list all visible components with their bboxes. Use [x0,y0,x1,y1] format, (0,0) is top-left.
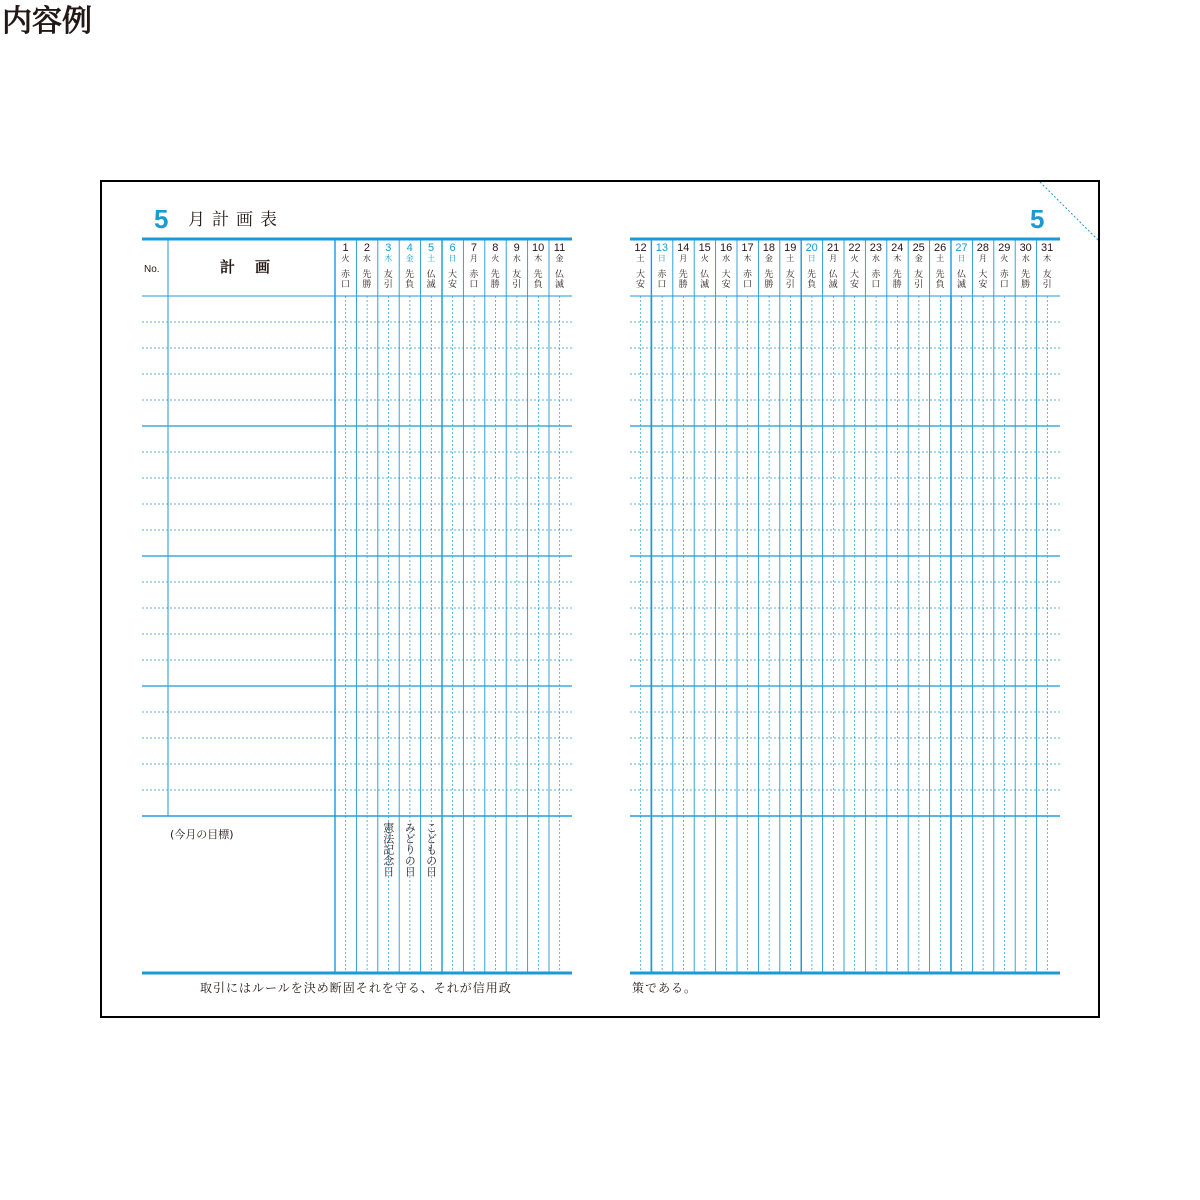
day-number: 15 [698,242,711,254]
day-number: 17 [741,242,754,254]
day-number: 16 [719,242,733,254]
weekday: 日 [657,254,666,263]
day-number: 21 [826,242,840,254]
rokuyo: 赤口 [657,270,667,290]
weekday: 木 [893,254,902,263]
day-header [549,242,571,290]
day-header [442,242,464,290]
page-heading: 内容例 [2,4,92,39]
weekday: 土 [427,254,436,263]
day-number: 26 [933,242,947,254]
day-number: 13 [655,242,669,254]
rokuyo: 先勝 [490,270,500,290]
weekday: 木 [384,254,393,263]
day-header [1015,242,1037,290]
day-number: 20 [805,242,818,254]
page-title: 月計画表 [188,210,284,230]
rokuyo: 大安 [849,270,859,290]
weekday: 土 [786,254,795,263]
day-header [886,242,908,290]
weekday: 日 [957,254,966,263]
rokuyo: 先負 [935,270,945,290]
rokuyo: 友引 [914,270,924,290]
rokuyo: 仏滅 [956,270,966,290]
rokuyo: 先勝 [362,270,372,290]
weekday: 水 [1021,254,1030,263]
day-number: 29 [998,242,1011,254]
weekday: 木 [534,254,543,263]
weekday: 火 [1000,254,1009,263]
day-number: 7 [470,242,477,254]
day-number: 22 [848,242,861,254]
holiday-name: こどもの日 [424,822,438,877]
day-header [335,242,357,290]
day-number: 12 [634,242,647,254]
no-column-label: No. [144,264,160,275]
rokuyo: 大安 [721,270,731,290]
rokuyo: 赤口 [871,270,881,290]
rokuyo: 友引 [512,270,522,290]
rokuyo: 先負 [405,270,415,290]
weekday: 月 [469,254,478,263]
weekday: 金 [555,254,564,263]
weekday: 金 [764,254,773,263]
weekday: 金 [405,254,414,263]
rokuyo: 大安 [447,270,457,290]
month-number-right: 5 [1030,204,1045,234]
day-number: 5 [428,242,435,254]
rokuyo: 仏滅 [828,270,838,290]
rokuyo: 大安 [978,270,988,290]
day-number: 14 [677,242,690,254]
day-header [630,242,652,290]
rokuyo: 友引 [785,270,795,290]
day-header [822,242,844,290]
rokuyo: 赤口 [340,270,350,290]
weekday: 月 [829,254,838,263]
day-number: 27 [955,242,968,254]
weekday: 日 [807,254,816,263]
rokuyo: 友引 [383,270,393,290]
footer-quote-left: 取引にはルールを決め断固それを守る、それが信用政 [200,981,512,995]
rokuyo: 先負 [807,270,817,290]
weekday: 水 [871,254,880,263]
day-number: 1 [342,242,349,254]
day-header [484,242,506,290]
weekday: 月 [679,254,688,263]
weekday: 火 [341,254,350,263]
day-number: 23 [869,242,883,254]
monthly-goal-label: (今月の目標) [170,828,234,841]
day-header [694,242,716,290]
day-header [779,242,801,290]
day-header [993,242,1015,290]
day-header [844,242,866,290]
planner-grid [102,182,1098,1016]
day-header [972,242,994,290]
day-header [506,242,528,290]
holiday-name: 憲法記念日 [381,822,395,877]
rokuyo: 先負 [533,270,543,290]
day-header [463,242,485,290]
day-number: 4 [406,242,413,254]
weekday: 火 [491,254,500,263]
day-number: 10 [531,242,545,254]
plan-column-label: 計画 [220,258,291,276]
weekday: 日 [448,254,457,263]
rokuyo: 仏滅 [554,270,564,290]
weekday: 水 [722,254,731,263]
day-number: 8 [492,242,499,254]
day-header [399,242,421,290]
rokuyo: 友引 [1042,270,1052,290]
day-number: 9 [513,242,520,254]
day-header [672,242,694,290]
day-header [758,242,780,290]
day-header [929,242,951,290]
weekday: 金 [914,254,923,263]
rokuyo: 先勝 [764,270,774,290]
weekday: 水 [512,254,521,263]
rokuyo: 先勝 [678,270,688,290]
day-header [377,242,399,290]
day-header [651,242,673,290]
rokuyo: 赤口 [999,270,1009,290]
day-number: 30 [1019,242,1032,254]
rokuyo: 赤口 [469,270,479,290]
day-header [737,242,759,290]
day-header [356,242,378,290]
rokuyo: 赤口 [742,270,752,290]
weekday: 木 [743,254,752,263]
footer-quote-right: 策である。 [632,981,698,995]
day-header [951,242,973,290]
day-number: 2 [363,242,370,254]
rokuyo: 先勝 [892,270,902,290]
rokuyo: 仏滅 [426,270,436,290]
day-number: 31 [1040,242,1054,254]
day-number: 24 [891,242,904,254]
month-number: 5 [154,204,169,234]
day-header [801,242,823,290]
weekday: 火 [700,254,709,263]
weekday: 月 [978,254,987,263]
day-number: 25 [912,242,925,254]
weekday: 水 [362,254,371,263]
day-header [1036,242,1058,290]
day-header [715,242,737,290]
day-number: 19 [784,242,797,254]
day-number: 28 [976,242,990,254]
weekday: 土 [936,254,945,263]
rokuyo: 大安 [635,270,645,290]
rokuyo: 先勝 [1021,270,1031,290]
day-number: 3 [385,242,392,254]
day-number: 11 [553,242,566,254]
rokuyo: 仏滅 [700,270,710,290]
weekday: 火 [850,254,859,263]
planner-spread [100,180,1100,1018]
day-header [865,242,887,290]
weekday: 木 [1043,254,1052,263]
day-header [527,242,549,290]
holiday-name: みどりの日 [403,822,417,877]
day-number: 6 [449,242,456,254]
day-header [420,242,442,290]
day-number: 18 [762,242,776,254]
day-header [908,242,930,290]
weekday: 土 [636,254,645,263]
